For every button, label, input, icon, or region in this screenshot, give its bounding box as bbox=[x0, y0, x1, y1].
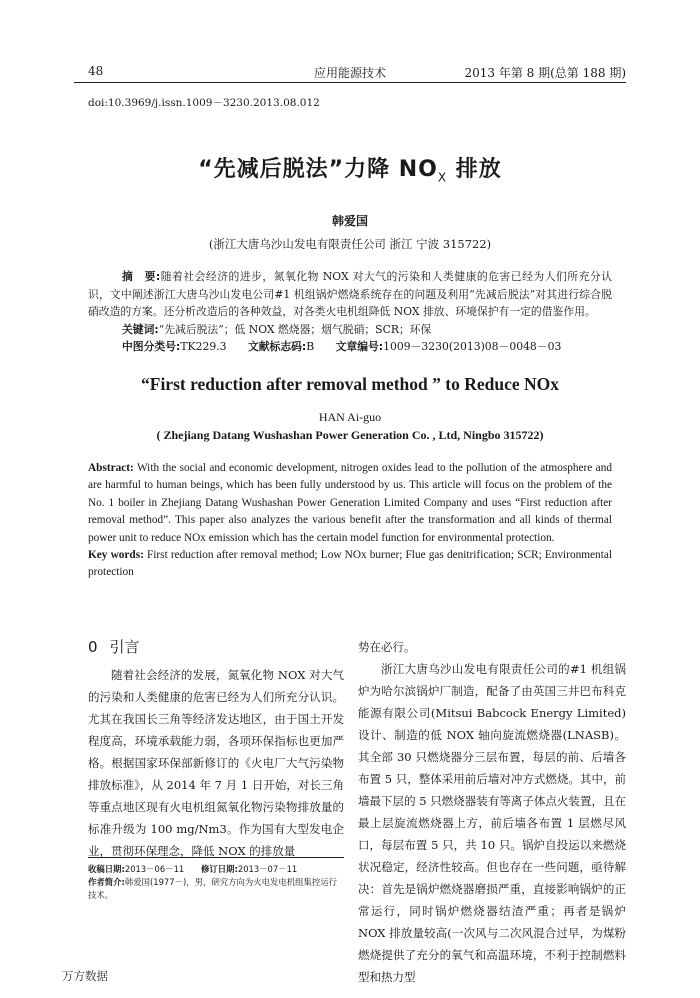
clc-field bbox=[122, 340, 227, 353]
author-chinese: 韩爱国 bbox=[331, 214, 368, 228]
clc-value: TK229.3 bbox=[180, 340, 227, 353]
title-chinese-tail: 排放 bbox=[447, 157, 502, 182]
revised-label: 修订日期: bbox=[201, 864, 238, 874]
keywords-chinese bbox=[88, 321, 612, 339]
abstract-chinese-text: 随着社会经济的进步，氮氧化物 NOX 对大气的污染和人类健康的危害已经为人们所充分认识，文中阐述浙江大唐乌沙山发电公司#1 机组锅炉燃烧系统存在的问题及利用“先减后脱法”对其进行综合脱硝改造的方案。还分析改造后的各种效益，对各类火电机组降低 NOX 排放、环境保护有一定的借鉴作用。 bbox=[88, 270, 612, 318]
footnote-bio bbox=[88, 876, 344, 902]
doc-code-value: B bbox=[306, 340, 315, 353]
article-no-value: 1009－3230(2013)08－0048－03 bbox=[383, 340, 562, 353]
footnote-dates bbox=[88, 863, 344, 876]
revised-date: 2013－07－11 bbox=[237, 864, 298, 874]
page-number: 48 bbox=[88, 64, 104, 78]
keywords-chinese-text: “先减后脱法”；低 NOX 燃烧器；烟气脱硝；SCR；环保 bbox=[158, 322, 432, 336]
title-english: “First reduction after removal method ” to Reduce NOx bbox=[141, 374, 559, 394]
affiliation-english: ( Zhejiang Datang Wushashan Power Generation Co. , Ltd, Ningbo 315722) bbox=[156, 428, 544, 442]
bio-label: 作者简介: bbox=[88, 877, 125, 887]
received-label: 收稿日期: bbox=[88, 864, 125, 874]
clc-label: 中图分类号: bbox=[122, 340, 181, 353]
received-date: 2013－06－11 bbox=[124, 864, 185, 874]
abstract-chinese-body bbox=[88, 268, 612, 321]
body-column-right bbox=[358, 636, 626, 988]
journal-name: 应用能源技术 bbox=[313, 66, 386, 80]
section-number: 0 bbox=[88, 638, 98, 656]
doi: doi:10.3969/j.issn.1009－3230.2013.08.012 bbox=[88, 97, 320, 109]
bio-text: 韩爱国(1977－)，男，研究方向为火电发电机组集控运行技术。 bbox=[88, 877, 337, 900]
abstract-english-label: Abstract: bbox=[88, 462, 134, 474]
running-header bbox=[74, 64, 626, 84]
doc-code-label: 文献标志码: bbox=[247, 340, 307, 353]
abstract-english-body bbox=[88, 460, 612, 547]
issue-info: 2013 年第 8 期(总第 188 期) bbox=[464, 66, 626, 80]
keywords-chinese-label: 关键词: bbox=[122, 322, 159, 336]
article-no-label: 文章编号: bbox=[335, 340, 384, 353]
abstract-english bbox=[88, 460, 612, 582]
section-title: 引言 bbox=[109, 638, 140, 656]
classification-line bbox=[88, 338, 612, 356]
doc-code-field bbox=[248, 340, 314, 353]
keywords-english bbox=[88, 547, 612, 582]
abstract-english-text: With the social and economic development, nitrogen oxides lead to the pollution of the atmosphere and are harmful to human beings, which has been fully understood by us. This article will focus on the problem of the No. 1 boiler in Zhejiang Datang Wushashan Power Generation Limited Company and uses “First reduction after removal method”. This paper also analyzes the various benefit after the transformation and all kinds of thermal power unit to reduce NOx emission which has the certain model function for environmental protection. bbox=[88, 462, 612, 544]
header-rule bbox=[74, 82, 626, 83]
affiliation-chinese: (浙江大唐乌沙山发电有限责任公司 浙江 宁波 315722) bbox=[208, 237, 492, 251]
intro-paragraph: 随着社会经济的发展，氮氧化物 NOX 对大气的污染和人类健康的危害已经为人们所充分认识。尤其在我国长三角等经济发达地区，由于国土开发程度高，环境承载能力弱，各项环保指标也更加严格。根据国家环保部新修订的《火电厂大气污染物排放标准》，从 2014 年 7 月 1 日开始，对长三角等重点地区现有火电机组氮氧化物污染物排放量的标准升级为 100 mg/Nm3。作为国有大型发电企业，贯彻环保理念，降低 NOX 的排放量 bbox=[88, 668, 344, 858]
body-column-left bbox=[88, 636, 344, 862]
abstract-chinese-label: 摘 要: bbox=[122, 270, 161, 283]
title-chinese bbox=[0, 152, 700, 184]
keywords-english-text: First reduction after removal method; Low NOx burner; Flue gas denitrification; SCR; Environmental protection bbox=[88, 549, 612, 579]
right-paragraph-2: 浙江大唐乌沙山发电有限责任公司的#1 机组锅炉为哈尔滨锅炉厂制造，配备了由英国三井巴布科克能源有限公司(Mitsui Babcock Energy Limited)设计、制造的低 NOX 轴向旋流燃烧器(LNASB)。其全部 30 只燃烧器分三层布置，每层的前、后墙各布置 5 只，整体采用前后墙对冲方式燃烧。其中，前墙最下层的 5 只燃烧器装有等离子体点火装置，且在最上层旋流燃烧器上方，前后墙各布置 1 层燃尽风口，每层布置 5 只，共 10 只。锅炉自投运以来燃烧状况稳定，经济性较高。但也存在一些问题，亟待解决：首先是锅炉燃烧器磨损严重，直接影响锅炉的正常运行，同时锅炉燃烧器结渣严重；再者是锅炉 NOX 排放量较高(一次风与二次风混合过早，为煤粉燃烧提供了充分的氧气和高温环境，不利于控制燃料型和热力型 bbox=[358, 662, 626, 984]
author-english: HAN Ai-guo bbox=[318, 410, 382, 424]
section-heading bbox=[88, 636, 344, 662]
right-paragraph-1: 势在必行。 bbox=[358, 640, 416, 654]
title-chinese-subscript: X bbox=[437, 170, 448, 185]
wanfang-watermark: 万方数据 bbox=[62, 969, 108, 983]
keywords-english-label: Key words: bbox=[88, 549, 144, 562]
abstract-chinese bbox=[88, 268, 612, 356]
article-no-field bbox=[336, 340, 562, 353]
footnote bbox=[88, 857, 344, 902]
title-chinese-main: “先减后脱法”力降 NO bbox=[198, 157, 438, 182]
